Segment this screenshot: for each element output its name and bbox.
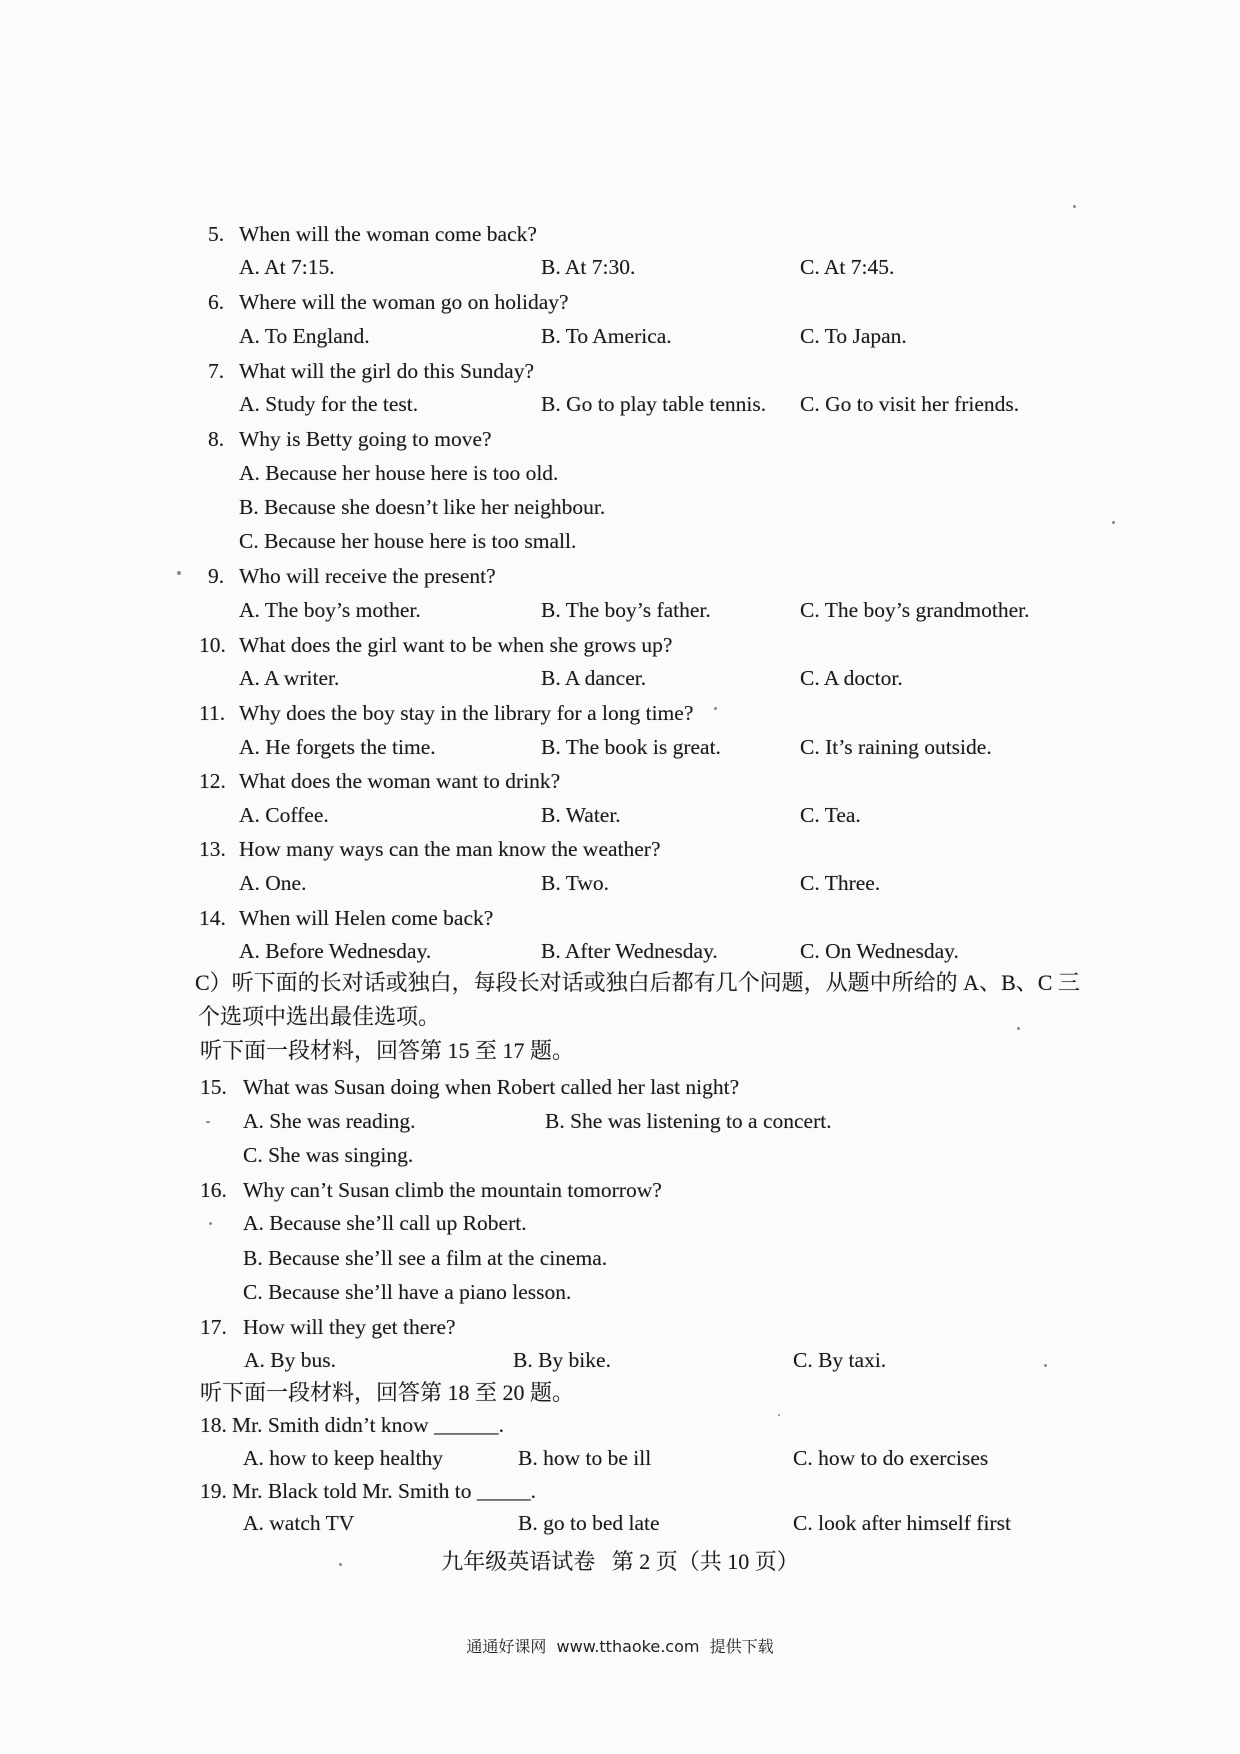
question-text: How many ways can the man know the weather? bbox=[239, 837, 661, 861]
question-text: When will Helen come back? bbox=[239, 906, 494, 930]
question-number: 7. bbox=[208, 359, 225, 383]
option-c: C. look after himself first bbox=[793, 1511, 1011, 1535]
option-b: B. A dancer. bbox=[541, 666, 647, 690]
option-a: A. She was reading. bbox=[243, 1109, 416, 1133]
question-text: How will they get there? bbox=[243, 1315, 456, 1339]
question-number: 18. bbox=[200, 1413, 227, 1437]
scan-speck bbox=[209, 1222, 212, 1225]
question-text: What does the woman want to drink? bbox=[239, 769, 561, 793]
section-c-instruction-line-1: C）听下面的长对话或独白，每段长对话或独白后都有几个问题，从题中所给的 A、B、C 三 bbox=[195, 970, 1080, 995]
question-text: Who will receive the present? bbox=[239, 564, 496, 588]
option-a: A. Before Wednesday. bbox=[239, 939, 432, 963]
option-c: C. To Japan. bbox=[800, 324, 907, 348]
scan-speck bbox=[1073, 205, 1076, 208]
question-number: 11. bbox=[199, 701, 226, 725]
scan-speck bbox=[714, 707, 717, 710]
question-number: 15. bbox=[200, 1075, 227, 1099]
option-a: A. how to keep healthy bbox=[243, 1446, 444, 1470]
question-text: Mr. Smith didn’t know ______. bbox=[232, 1413, 504, 1437]
option-b: B. She was listening to a concert. bbox=[545, 1109, 832, 1133]
question-number: 5. bbox=[208, 222, 225, 246]
option-c: C. Three. bbox=[800, 871, 881, 895]
scan-speck bbox=[1017, 1027, 1020, 1030]
option-a: A. One. bbox=[239, 871, 307, 895]
question-number: 19. bbox=[200, 1479, 227, 1503]
question-number: 14. bbox=[199, 906, 226, 930]
question-text: Mr. Black told Mr. Smith to _____. bbox=[232, 1479, 537, 1503]
option-b: B. The boy’s father. bbox=[541, 598, 711, 622]
option-a: A. At 7:15. bbox=[239, 255, 335, 279]
option-c: C. The boy’s grandmother. bbox=[800, 598, 1030, 622]
section-c-instruction-line-2: 个选项中选出最佳选项。 bbox=[198, 1004, 441, 1029]
scan-speck bbox=[1112, 521, 1115, 524]
scan-speck bbox=[778, 1414, 780, 1416]
scan-speck bbox=[177, 571, 181, 575]
question-text: What will the girl do this Sunday? bbox=[239, 359, 534, 383]
option-c: C. On Wednesday. bbox=[800, 939, 959, 963]
question-text: Where will the woman go on holiday? bbox=[239, 290, 569, 314]
option-a: A. A writer. bbox=[239, 666, 340, 690]
option-a: A. watch TV bbox=[243, 1511, 355, 1535]
question-text: Why can’t Susan climb the mountain tomorrow? bbox=[243, 1178, 662, 1202]
question-text: What does the girl want to be when she grows up? bbox=[239, 633, 673, 657]
question-number: 9. bbox=[208, 564, 225, 588]
option-c: C. It’s raining outside. bbox=[800, 735, 992, 759]
option-b: B. go to bed late bbox=[518, 1511, 660, 1535]
question-number: 12. bbox=[199, 769, 226, 793]
option-a: A. Study for the test. bbox=[239, 392, 419, 416]
scan-speck bbox=[1044, 1364, 1047, 1367]
option-b: B. After Wednesday. bbox=[541, 939, 718, 963]
question-number: 16. bbox=[200, 1178, 227, 1202]
option-c: C. At 7:45. bbox=[800, 255, 895, 279]
option-b: B. The book is great. bbox=[541, 735, 721, 759]
question-number: 8. bbox=[208, 427, 225, 451]
option-c: C. Go to visit her friends. bbox=[800, 392, 1020, 416]
option-b: B. By bike. bbox=[513, 1348, 611, 1372]
option-b: B. Water. bbox=[541, 803, 621, 827]
question-number: 10. bbox=[199, 633, 226, 657]
option-c: C. how to do exercises bbox=[793, 1446, 989, 1470]
option-c: C. Because her house here is too small. bbox=[239, 529, 577, 553]
option-a: A. Coffee. bbox=[239, 803, 329, 827]
question-text: Why is Betty going to move? bbox=[239, 427, 492, 451]
question-number: 6. bbox=[208, 290, 225, 314]
option-a: A. He forgets the time. bbox=[239, 735, 436, 759]
question-number: 13. bbox=[199, 837, 226, 861]
question-text: Why does the boy stay in the library for a long time? bbox=[239, 701, 694, 725]
option-c: C. A doctor. bbox=[800, 666, 903, 690]
option-b: B. At 7:30. bbox=[541, 255, 636, 279]
option-c: C. She was singing. bbox=[243, 1143, 414, 1167]
page-footer: 九年级英语试卷 第 2 页（共 10 页） bbox=[441, 1549, 799, 1574]
option-b: B. Because she doesn’t like her neighbour. bbox=[239, 495, 606, 519]
question-text: What was Susan doing when Robert called her last night? bbox=[243, 1075, 740, 1099]
scan-speck bbox=[339, 1563, 342, 1566]
question-number: 17. bbox=[200, 1315, 227, 1339]
option-a: A. By bus. bbox=[244, 1348, 336, 1372]
option-b: B. To America. bbox=[541, 324, 672, 348]
option-a: A. To England. bbox=[239, 324, 370, 348]
question-text: When will the woman come back? bbox=[239, 222, 537, 246]
option-a: A. The boy’s mother. bbox=[239, 598, 421, 622]
option-c: C. By taxi. bbox=[793, 1348, 887, 1372]
option-b: B. Go to play table tennis. bbox=[541, 392, 767, 416]
option-c: C. Tea. bbox=[800, 803, 861, 827]
download-notice: 通通好课网 www.tthaoke.com 提供下载 bbox=[466, 1637, 774, 1656]
option-c: C. Because she’ll have a piano lesson. bbox=[243, 1280, 572, 1304]
group-intro: 听下面一段材料，回答第 15 至 17 题。 bbox=[200, 1038, 575, 1063]
option-a: A. Because her house here is too old. bbox=[239, 461, 559, 485]
group-intro: 听下面一段材料，回答第 18 至 20 题。 bbox=[200, 1380, 575, 1405]
option-b: B. how to be ill bbox=[518, 1446, 652, 1470]
option-a: A. Because she’ll call up Robert. bbox=[243, 1211, 527, 1235]
option-b: B. Because she’ll see a film at the cinema. bbox=[243, 1246, 608, 1270]
scan-speck bbox=[206, 1121, 210, 1123]
option-b: B. Two. bbox=[541, 871, 609, 895]
